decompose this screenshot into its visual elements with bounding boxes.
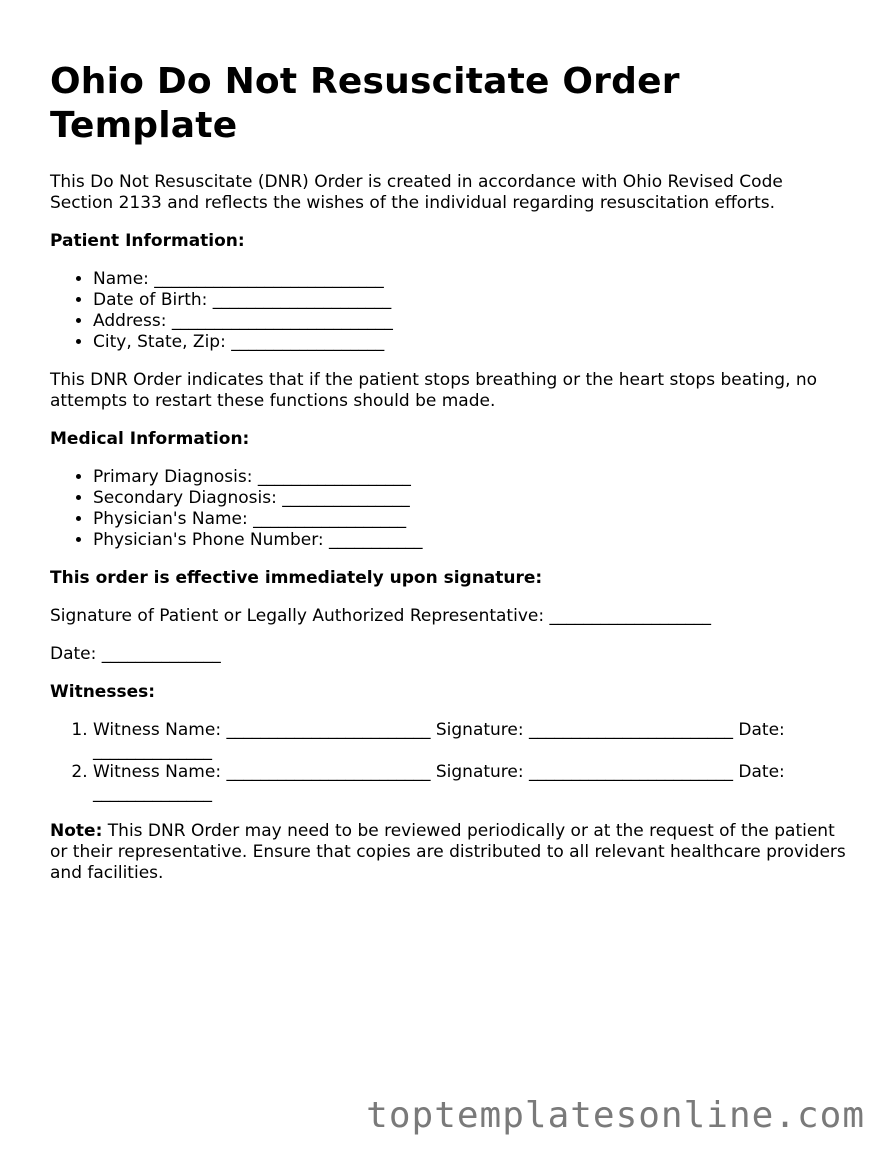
patient-address-field: • Address: __________________________ (93, 311, 850, 332)
medical-info-heading: Medical Information: (50, 429, 250, 449)
primary-diagnosis-field: • Primary Diagnosis: __________________ (93, 467, 850, 488)
date-line: Date: ______________ (50, 644, 221, 664)
witnesses-list (50, 720, 853, 804)
patient-dob-field: • Date of Birth: _____________________ (93, 290, 850, 311)
dnr-statement: This DNR Order indicates that if the patient stops breathing or the heart stops beating, no attempts to restart these functions should be made. (50, 370, 818, 411)
physician-name-field: • Physician's Name: __________________ (93, 509, 850, 530)
effective-heading: This order is effective immediately upon signature: (50, 568, 543, 588)
patient-info-list (50, 269, 850, 353)
patient-info-heading: Patient Information: (50, 231, 245, 251)
note-label: Note: (50, 821, 103, 841)
patient-name-field: • Name: ___________________________ (93, 269, 850, 290)
medical-info-list (50, 467, 850, 551)
document-title: Ohio Do Not Resuscitate Order Template (50, 61, 680, 146)
secondary-diagnosis-field: • Secondary Diagnosis: _______________ (93, 488, 850, 509)
signature-line: Signature of Patient or Legally Authorized Representative: ___________________ (50, 606, 711, 626)
watermark: toptemplatesonline.com (366, 1095, 865, 1136)
witnesses-heading: Witnesses: (50, 682, 156, 702)
patient-city-state-zip-field: • City, State, Zip: __________________ (93, 332, 850, 353)
document-page (50, 60, 850, 901)
note-paragraph (50, 821, 850, 884)
physician-phone-field: • Physician's Phone Number: ___________ (93, 530, 850, 551)
witness-1-line: 1. Witness Name: ________________________ Signature: ________________________ Date: ______________ (93, 720, 853, 762)
note-text: This DNR Order may need to be reviewed periodically or at the request of the patient or their representative. Ensure that copies are distributed to all relevant healthcare providers and facilities. (50, 821, 846, 883)
witness-2-line: 2. Witness Name: ________________________ Signature: ________________________ Date: ______________ (93, 762, 853, 804)
intro-paragraph: This Do Not Resuscitate (DNR) Order is created in accordance with Ohio Revised Code Section 2133 and reflects the wishes of the individual regarding resuscitation efforts. (50, 172, 783, 213)
